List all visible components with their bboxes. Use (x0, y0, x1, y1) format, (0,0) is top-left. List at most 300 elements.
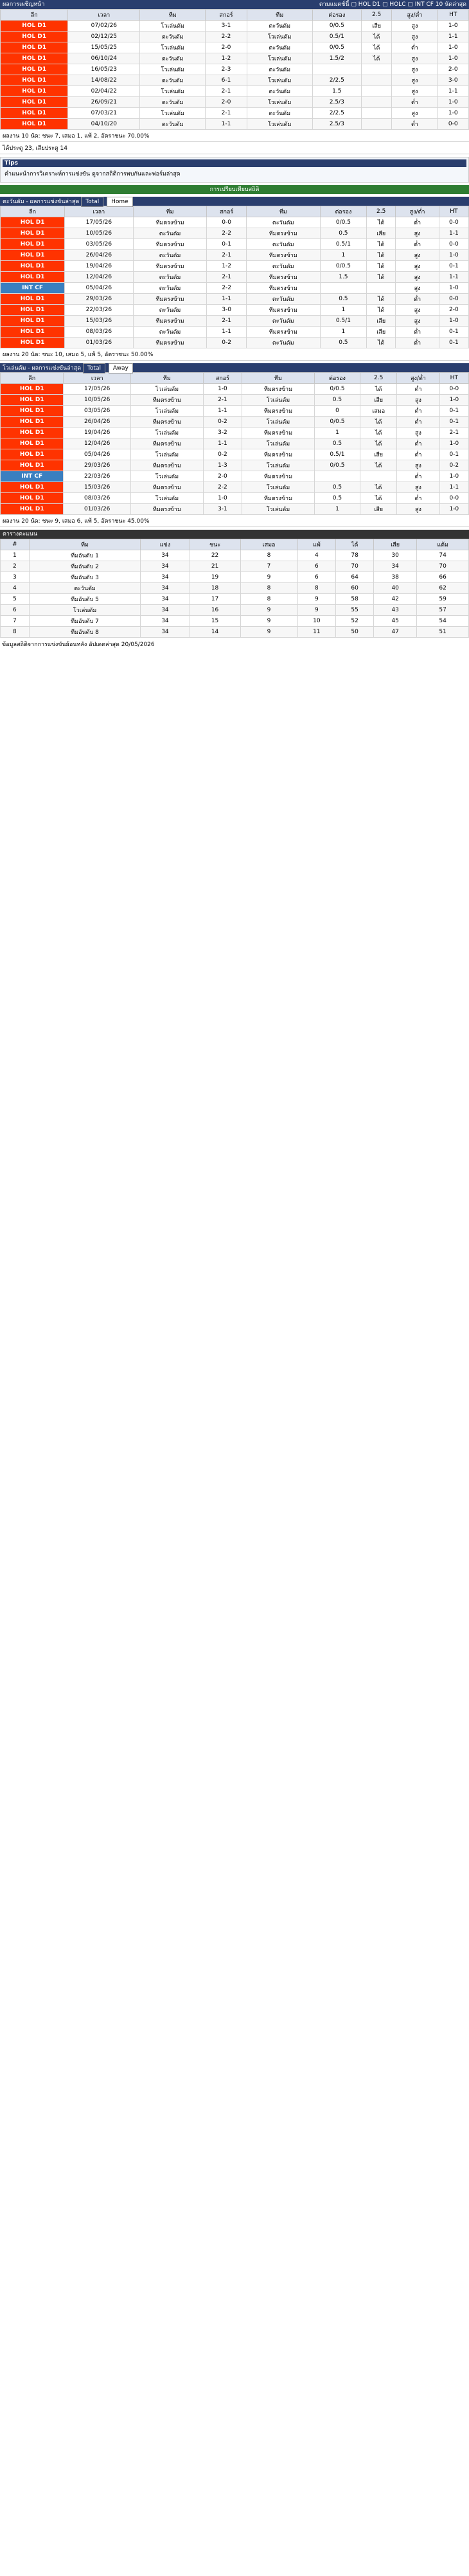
table-row[interactable] (1, 471, 469, 482)
table-cell: 3-1 (206, 21, 247, 32)
table-cell: ตะวันดัม (140, 75, 206, 86)
table-row[interactable] (1, 460, 469, 471)
table-cell: 03/05/26 (64, 406, 130, 417)
table-cell: 55 (336, 605, 374, 616)
table-row[interactable] (1, 283, 469, 294)
table-cell: HOL D1 (1, 316, 65, 327)
table-cell: 2-1 (206, 86, 247, 97)
table-cell: 9 (297, 605, 336, 616)
table-cell: 34 (141, 572, 190, 583)
table-cell: 10/05/26 (64, 395, 130, 406)
table-cell: 3-1 (203, 504, 242, 515)
table-cell: HOL D1 (1, 86, 68, 97)
table-cell: ทีมตรงข้าม (246, 272, 320, 283)
table-cell: HOL D1 (1, 428, 64, 438)
table-cell: เสีย (367, 316, 396, 327)
table-cell: 29/03/26 (64, 460, 130, 471)
table-row[interactable] (1, 32, 469, 42)
table-cell: 34 (141, 616, 190, 627)
table-cell: HOL D1 (1, 327, 65, 338)
h2h-title: ผลการเผชิญหน้า (3, 1, 45, 8)
table-row[interactable] (1, 449, 469, 460)
table-row[interactable] (1, 594, 469, 605)
table-row[interactable] (1, 119, 469, 130)
table-cell: ตะวันดัม (246, 316, 320, 327)
table-row[interactable] (1, 108, 469, 119)
table-row[interactable] (1, 338, 469, 348)
table-cell: HOL D1 (1, 119, 68, 130)
table-cell: 8 (240, 594, 297, 605)
table-cell: 2-0 (439, 305, 468, 316)
table-cell: สูง (392, 53, 438, 64)
table-cell: 2-1 (207, 250, 246, 261)
table-row[interactable] (1, 272, 469, 283)
table-cell: ตะวันดัม (140, 97, 206, 108)
table-row[interactable] (1, 75, 469, 86)
table-cell: ตะวันดัม (140, 32, 206, 42)
table-row[interactable] (1, 53, 469, 64)
table-cell: 05/04/26 (65, 283, 133, 294)
table-cell: ทีมตรงข้าม (130, 460, 203, 471)
table-cell: 57 (417, 605, 469, 616)
table-cell: ได้ (360, 438, 396, 449)
table-cell: ได้ (367, 250, 396, 261)
table-cell: 1-1 (438, 86, 469, 97)
table-cell: ได้ (360, 417, 396, 428)
table-cell: ต่ำ (396, 217, 439, 228)
table-cell: ตะวันดัม (133, 283, 207, 294)
table-cell: 1 (320, 250, 366, 261)
home-block (0, 197, 469, 361)
table-row[interactable] (1, 327, 469, 338)
tips-text: คำแนะนำการวิเคราะห์การแข่งขัน ดูจากสถิติการพบกันและฟอร์มล่าสุด (4, 171, 181, 177)
table-cell: 05/04/26 (64, 449, 130, 460)
table-cell: 4 (297, 550, 336, 561)
table-cell: ตะวันดัม (247, 108, 312, 119)
tab-home-total[interactable]: Total (81, 197, 103, 207)
table-cell: ทีมตรงข้าม (130, 504, 203, 515)
table-cell: 2-1 (203, 395, 242, 406)
table-cell: 40 (374, 583, 417, 594)
table-cell: 0-1 (439, 338, 468, 348)
table-cell: 34 (141, 605, 190, 616)
h2h-col-header: สูง/ต่ำ (392, 10, 438, 21)
table-row[interactable] (1, 605, 469, 616)
tab-home-home[interactable]: Home (107, 197, 133, 207)
table-cell: HOL D1 (1, 384, 64, 395)
table-row[interactable] (1, 316, 469, 327)
table-cell: 0.5/1 (314, 449, 360, 460)
table-cell: 2 (1, 561, 30, 572)
table-cell: ต่ำ (392, 119, 438, 130)
table-row[interactable] (1, 627, 469, 638)
home-col-header: สูง/ต่ำ (396, 206, 439, 217)
table-cell: 74 (417, 550, 469, 561)
table-cell: 0-2 (203, 417, 242, 428)
away-col-header: ทีม (242, 373, 315, 384)
table-cell: 1-1 (439, 272, 468, 283)
h2h-col-header: HT (438, 10, 469, 21)
table-row[interactable] (1, 228, 469, 239)
table-cell: 7 (240, 561, 297, 572)
table-cell: INT CF (1, 471, 64, 482)
table-cell: 6 (1, 605, 30, 616)
table-cell: 2-2 (207, 228, 246, 239)
table-cell: HOL D1 (1, 21, 68, 32)
table-cell: 0-1 (439, 417, 468, 428)
table-cell: 1-0 (438, 53, 469, 64)
table-cell: 1.5 (320, 272, 366, 283)
table-cell: 9 (240, 572, 297, 583)
table-cell: ทีมตรงข้าม (242, 493, 315, 504)
table-row[interactable] (1, 616, 469, 627)
table-row[interactable] (1, 294, 469, 305)
table-cell: HOL D1 (1, 482, 64, 493)
table-cell: สูง (396, 316, 439, 327)
table-cell: ได้ (367, 338, 396, 348)
standings-table (0, 539, 469, 638)
table-row[interactable] (1, 217, 469, 228)
table-row[interactable] (1, 261, 469, 272)
table-cell: ทีมตรงข้าม (242, 428, 315, 438)
table-cell: ต่ำ (397, 438, 439, 449)
table-row[interactable] (1, 583, 469, 594)
away-col-header: ลีก (1, 373, 64, 384)
standings-col-header: แต้ม (417, 539, 469, 550)
table-cell: 0.5 (320, 338, 366, 348)
table-cell: ทีมตรงข้าม (133, 338, 207, 348)
table-row[interactable] (1, 417, 469, 428)
table-cell: โวเล่นดัม (242, 460, 315, 471)
table-cell: ตะวันดัม (246, 239, 320, 250)
h2h-col-header: 2.5 (361, 10, 392, 21)
table-cell: สูง (397, 428, 439, 438)
table-cell: HOL D1 (1, 460, 64, 471)
table-cell: 8 (240, 550, 297, 561)
table-row[interactable] (1, 550, 469, 561)
table-cell: 1-0 (439, 504, 468, 515)
table-cell: 34 (141, 583, 190, 594)
table-cell: 4 (1, 583, 30, 594)
table-row[interactable] (1, 493, 469, 504)
table-cell: 19 (190, 572, 240, 583)
table-cell: HOL D1 (1, 108, 68, 119)
table-cell: ทีมตรงข้าม (242, 406, 315, 417)
table-cell: ทีมตรงข้าม (246, 250, 320, 261)
table-cell: HOL D1 (1, 294, 65, 305)
h2h-table (0, 9, 469, 130)
table-cell: 1-0 (438, 42, 469, 53)
table-cell: HOL D1 (1, 97, 68, 108)
table-cell: 2.5/3 (312, 119, 361, 130)
table-cell: 0-0 (439, 239, 468, 250)
table-cell: 70 (336, 561, 374, 572)
table-cell: 1-1 (438, 32, 469, 42)
h2h-col-header: เวลา (68, 10, 140, 21)
h2h-options[interactable]: ตามแมตช์นี้ ▢ HOL D1 ▢ HOLC ▢ INT CF 10 นัดล่าสุด (319, 1, 466, 8)
table-cell: 58 (336, 594, 374, 605)
table-cell: 54 (417, 616, 469, 627)
table-cell: 02/12/25 (68, 32, 140, 42)
table-cell: 18 (190, 583, 240, 594)
table-cell: HOL D1 (1, 217, 65, 228)
table-cell: 08/03/26 (65, 327, 133, 338)
table-row[interactable] (1, 428, 469, 438)
table-cell: 0 (314, 406, 360, 417)
table-cell: ต่ำ (396, 327, 439, 338)
table-cell: 1-0 (203, 493, 242, 504)
table-row[interactable] (1, 482, 469, 493)
table-cell: 10/05/26 (65, 228, 133, 239)
table-cell (361, 75, 392, 86)
table-row[interactable] (1, 250, 469, 261)
table-row[interactable] (1, 572, 469, 583)
table-cell: ทีมตรงข้าม (133, 261, 207, 272)
table-cell: HOL D1 (1, 493, 64, 504)
table-cell: โวเล่นดัม (29, 605, 140, 616)
table-cell: ต่ำ (396, 294, 439, 305)
table-cell (361, 108, 392, 119)
table-cell: ทีมตรงข้าม (130, 417, 203, 428)
home-col-header: 2.5 (367, 206, 396, 217)
table-cell: 30 (374, 550, 417, 561)
table-cell: 22/03/26 (65, 305, 133, 316)
table-cell: 5 (1, 594, 30, 605)
table-cell: 03/05/26 (65, 239, 133, 250)
table-cell: 26/04/26 (65, 250, 133, 261)
section-title-bar (0, 185, 469, 194)
table-cell: ตะวันดัม (247, 64, 312, 75)
table-cell: 6 (297, 561, 336, 572)
table-cell: 0-0 (439, 384, 468, 395)
home-title: ตะวันดัม - ผลการแข่งขันล่าสุด (3, 199, 80, 205)
h2h-col-header: ทีม (140, 10, 206, 21)
h2h-summary-2: ได้ประตู 23, เสียประตู 14 (0, 142, 469, 154)
tab-away-total[interactable]: Total (83, 363, 105, 374)
table-cell: HOL D1 (1, 64, 68, 75)
table-cell: 07/02/26 (68, 21, 140, 32)
table-row[interactable] (1, 42, 469, 53)
table-cell: 9 (240, 605, 297, 616)
table-cell: 2/2.5 (312, 75, 361, 86)
table-cell: ตะวันดัม (247, 86, 312, 97)
table-cell: 2-1 (439, 428, 468, 438)
table-cell: 34 (141, 561, 190, 572)
table-cell: เสีย (361, 21, 392, 32)
table-row[interactable] (1, 64, 469, 75)
table-cell: ตะวันดัม (140, 119, 206, 130)
table-cell: HOL D1 (1, 261, 65, 272)
footer-note: ข้อมูลสถิติจากการแข่งขันย้อนหลัง อัปเดตล่าสุด 20/05/2026 (2, 642, 155, 648)
table-cell: 78 (336, 550, 374, 561)
table-cell: 9 (240, 627, 297, 638)
table-cell: 3-0 (207, 305, 246, 316)
table-cell: ทีมตรงข้าม (246, 327, 320, 338)
table-cell: ทีมอันดับ 8 (29, 627, 140, 638)
table-cell: ต่ำ (397, 449, 439, 460)
table-cell: 64 (336, 572, 374, 583)
table-cell: สูง (392, 108, 438, 119)
table-cell: ได้ (360, 428, 396, 438)
table-row[interactable] (1, 561, 469, 572)
table-row[interactable] (1, 21, 469, 32)
table-cell: 1 (314, 428, 360, 438)
table-cell: HOL D1 (1, 228, 65, 239)
section-title: การเปรียบเทียบสถิติ (209, 186, 260, 193)
table-cell: 60 (336, 583, 374, 594)
away-col-header: สกอร์ (203, 373, 242, 384)
table-cell: เสีย (360, 449, 396, 460)
table-cell: 0.5/1 (320, 239, 366, 250)
table-cell: ได้ (361, 32, 392, 42)
table-cell: HOL D1 (1, 239, 65, 250)
table-cell: เสีย (360, 395, 396, 406)
table-cell: 12/04/26 (65, 272, 133, 283)
h2h-col-header: ทีม (247, 10, 312, 21)
table-row[interactable] (1, 305, 469, 316)
table-cell: ทีมตรงข้าม (130, 395, 203, 406)
table-cell: ได้ (361, 53, 392, 64)
table-cell: สูง (397, 395, 439, 406)
table-cell: โวเล่นดัม (130, 428, 203, 438)
table-cell: 1-0 (438, 21, 469, 32)
table-cell: 2/2.5 (312, 108, 361, 119)
table-cell: HOL D1 (1, 42, 68, 53)
table-cell: 0-1 (439, 327, 468, 338)
table-row[interactable] (1, 395, 469, 406)
table-cell: สูง (392, 21, 438, 32)
away-title: โวเล่นดัม - ผลการแข่งขันล่าสุด (3, 365, 82, 372)
table-cell: โวเล่นดัม (247, 97, 312, 108)
table-cell (361, 97, 392, 108)
table-cell: 04/10/20 (68, 119, 140, 130)
table-row[interactable] (1, 438, 469, 449)
table-cell: 0-0 (438, 119, 469, 130)
table-cell: HOL D1 (1, 449, 64, 460)
table-cell: 43 (374, 605, 417, 616)
table-cell: โวเล่นดัม (242, 417, 315, 428)
standings-col-header: เสมอ (240, 539, 297, 550)
table-row[interactable] (1, 384, 469, 395)
table-cell: 08/03/26 (64, 493, 130, 504)
h2h-header-bar (0, 0, 469, 9)
table-cell: โวเล่นดัม (130, 384, 203, 395)
standings-col-header: ชนะ (190, 539, 240, 550)
table-cell (312, 64, 361, 75)
table-cell: สูง (396, 272, 439, 283)
tab-away-away[interactable]: Away (109, 363, 133, 374)
table-cell: ทีมตรงข้าม (242, 471, 315, 482)
table-row[interactable] (1, 504, 469, 515)
table-cell: 0.5 (314, 395, 360, 406)
table-cell: ทีมตรงข้าม (246, 305, 320, 316)
table-cell: 6-1 (206, 75, 247, 86)
table-cell: 1-0 (438, 108, 469, 119)
table-cell: HOL D1 (1, 53, 68, 64)
h2h-col-header: ต่อรอง (312, 10, 361, 21)
table-cell: 12/04/26 (64, 438, 130, 449)
table-cell: 1 (314, 504, 360, 515)
table-cell (361, 86, 392, 97)
table-cell: HOL D1 (1, 32, 68, 42)
table-cell: 0/0.5 (312, 42, 361, 53)
table-cell: HOL D1 (1, 395, 64, 406)
table-cell: HOL D1 (1, 338, 65, 348)
table-cell (361, 119, 392, 130)
standings-col-header: ได้ (336, 539, 374, 550)
table-row[interactable] (1, 406, 469, 417)
table-cell: ทีมตรงข้าม (130, 438, 203, 449)
table-cell: 26/09/21 (68, 97, 140, 108)
table-cell: 2-0 (438, 64, 469, 75)
table-cell: 0/0.5 (314, 460, 360, 471)
table-row[interactable] (1, 239, 469, 250)
table-cell: โวเล่นดัม (140, 42, 206, 53)
table-cell: โวเล่นดัม (247, 119, 312, 130)
table-cell: 0.5 (314, 438, 360, 449)
table-cell: 15 (190, 616, 240, 627)
table-cell: ต่ำ (392, 97, 438, 108)
table-cell: 29/03/26 (65, 294, 133, 305)
table-cell: โวเล่นดัม (140, 21, 206, 32)
table-cell: 0/0.5 (314, 417, 360, 428)
table-cell: HOL D1 (1, 75, 68, 86)
home-col-header: ลีก (1, 206, 65, 217)
table-row[interactable] (1, 86, 469, 97)
table-cell: เสมอ (360, 406, 396, 417)
table-cell: ต่ำ (397, 493, 439, 504)
table-cell: 1-2 (207, 261, 246, 272)
table-cell: 62 (417, 583, 469, 594)
table-cell: 1-0 (439, 250, 468, 261)
table-cell: 14 (190, 627, 240, 638)
away-col-header: HT (439, 373, 468, 384)
table-cell: 0-1 (207, 239, 246, 250)
table-cell: 8 (1, 627, 30, 638)
table-cell: โวเล่นดัม (130, 449, 203, 460)
standings-title: ตารางคะแนน (3, 531, 38, 537)
table-cell: สูง (397, 460, 439, 471)
table-cell: 0-2 (203, 449, 242, 460)
table-cell: 17 (190, 594, 240, 605)
table-cell: โวเล่นดัม (140, 86, 206, 97)
table-cell: 0/0.5 (312, 21, 361, 32)
table-cell: 06/10/24 (68, 53, 140, 64)
table-cell: ได้ (361, 42, 392, 53)
table-cell: 2-2 (203, 482, 242, 493)
table-cell: สูง (396, 228, 439, 239)
table-cell: 6 (297, 572, 336, 583)
table-cell: โวเล่นดัม (140, 108, 206, 119)
table-cell: ทีมตรงข้าม (133, 316, 207, 327)
table-row[interactable] (1, 97, 469, 108)
table-cell: ตะวันดัม (246, 217, 320, 228)
table-cell: 1 (320, 327, 366, 338)
table-cell: สูง (392, 32, 438, 42)
away-col-header: ทีม (130, 373, 203, 384)
table-cell: 1-1 (203, 438, 242, 449)
table-cell: ทีมอันดับ 7 (29, 616, 140, 627)
table-cell: 0-0 (439, 493, 468, 504)
table-cell: 02/04/22 (68, 86, 140, 97)
home-col-header: ทีม (133, 206, 207, 217)
table-cell: 10 (297, 616, 336, 627)
h2h-summary-1: ผลงาน 10 นัด: ชนะ 7, เสมอ 1, แพ้ 2, อัตราชนะ 70.00% (0, 130, 469, 142)
table-cell (361, 64, 392, 75)
home-header-bar (0, 197, 469, 206)
table-cell: ได้ (367, 294, 396, 305)
table-cell: โวเล่นดัม (140, 64, 206, 75)
